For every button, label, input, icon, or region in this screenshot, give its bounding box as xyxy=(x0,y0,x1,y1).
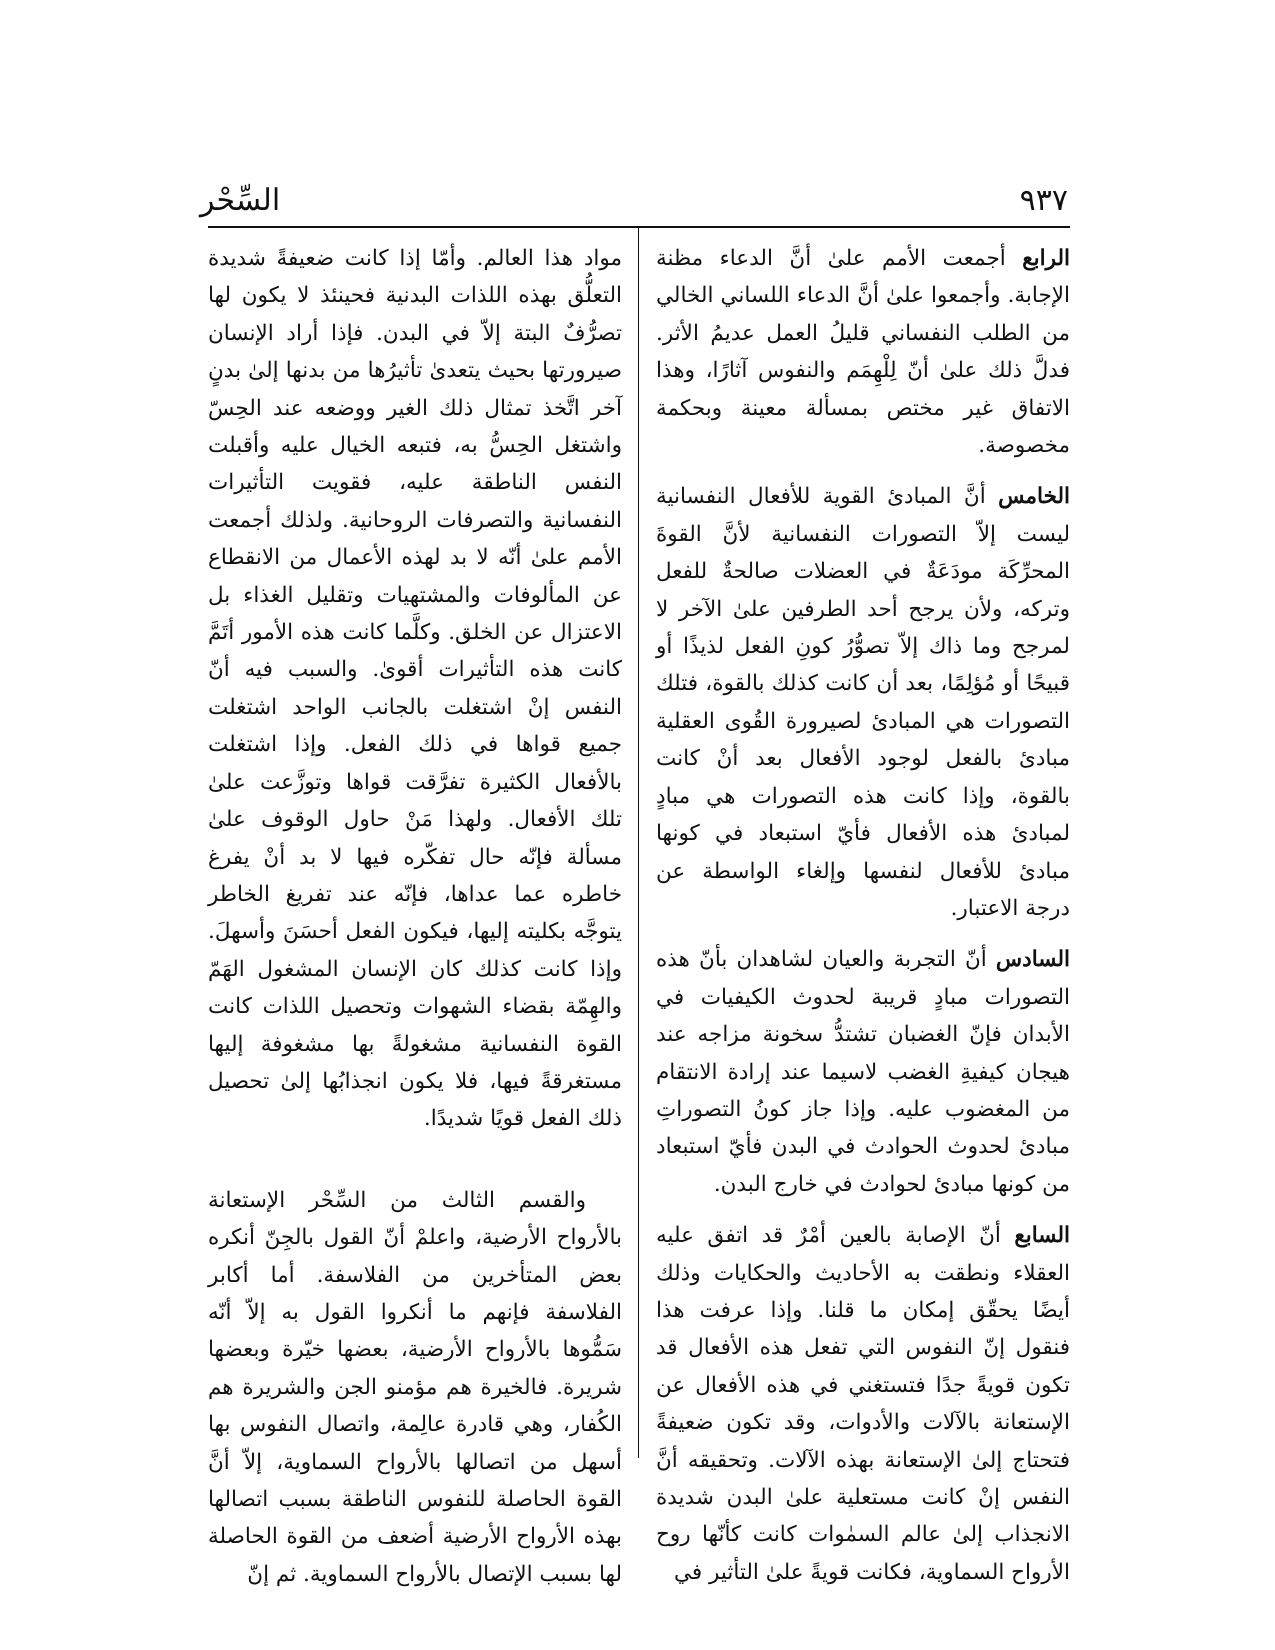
paragraph-seventh xyxy=(656,1217,1070,1591)
paragraph-continuation: مواد هذا العالم. وأمّا إذا كانت ضعيفةً شديدة التعلُّق بهذه اللذات البدنية فحينئذ لا يكون لها تصرُّفٌ البتة إلاّ في البدن. فإذا أراد الإنسان صيرورتها بحيث يتعدىٰ تأثيرُها من بدنها إلىٰ بدنٍ آخر اتَّخذ تمثال ذلك الغير ووضعه عند الحِسّ واشتغل الحِسُّ به، فتبعه الخيال عليه وأقبلت النفس الناطقة عليه، فقويت التأثيرات النفسانية والتصرفات الروحانية. ولذلك أجمعت الأمم علىٰ أنّه لا بد لهذه الأعمال من الانقطاع عن المألوفات والمشتهيات وتقليل الغذاء بل الاعتزال عن الخلق. وكلَّما كانت هذه الأمور أتَمَّ كانت هذه التأثيرات أقوىٰ. والسبب فيه أنّ النفس إنْ اشتغلت بالجانب الواحد اشتغلت جميع قواها في ذلك الفعل. وإذا اشتغلت بالأفعال الكثيرة تفرَّقت قواها وتوزَّعت علىٰ تلك الأفعال. ولهذا مَنْ حاول الوقوف علىٰ مسألة فإنّه حال تفكّره فيها لا بد أنْ يفرغ خاطره عما عداها، فإنّه عند تفريغ الخاطر يتوجَّه بكليته إليها، فيكون الفعل أحسَنَ وأسهلَ. وإذا كانت كذلك كان الإنسان المشغول الهَمّ والهِمّة بقضاء الشهوات وتحصيل اللذات كانت القوة النفسانية مشغولةً بها مشغوفة إليها مستغرقةً فيها، فلا يكون انجذابُها إلىٰ تحصيل ذلك الفعل قويًا شديدًا. xyxy=(208,246,622,1132)
section-heading-fourth: الرابع xyxy=(1022,246,1070,271)
page-number: ٩٣٧ xyxy=(1019,183,1068,218)
section-heading-fifth: الخامس xyxy=(998,484,1070,510)
paragraph-text: أنّ الإصابة بالعين أمْرٌ قد اتفق عليه العقلاء ونطقت به الأحاديث والحكايات وذلك أيضًا يحقّق إمكان ما قلنا. وإذا عرفت هذا فنقول إنّ النفوس التي تفعل هذه الأفعال قد تكون قويةً جدًا فتستغني في هذه الأفعال عن الإستعانة بالآلات والأدوات، وقد تكون ضعيفةً فتحتاج إلىٰ الإستعانة بهذه الآلات. وتحقيقه أنَّ النفس إنْ كانت مستعلية علىٰ البدن شديدة الانجذاب إلىٰ عالم السمٰوات كانت كأنّها روح الأرواح السماوية، فكانت قويةً علىٰ التأثير في xyxy=(656,1223,1070,1585)
header-rule xyxy=(208,226,1070,228)
paragraph-fourth xyxy=(656,240,1070,464)
paragraph-sixth xyxy=(656,941,1070,1203)
paragraph-third-section: والقسم الثالث من السِّحْر الإستعانة بالأرواح الأرضية، واعلمْ أنّ القول بالجِنّ أنكره بعض المتأخرين من الفلاسفة. أما أكابر الفلاسفة فإنهم ما أنكروا القول به إلاّ أنّه سَمُّوها بالأرواح الأرضية، بعضها خيّرة وبعضها شريرة. فالخيرة هم مؤمنو الجن والشريرة هم الكُفار، وهي قادرة عالِمة، واتصال النفوس بها أسهل من اتصالها بالأرواح السماوية، إلاّ أنَّ القوة الحاصلة للنفوس الناطقة بسبب اتصالها بهذه الأرواح الأرضية أضعف من القوة الحاصلة لها بسبب الإتصال بالأرواح السماوية. ثم إنّ xyxy=(208,1187,622,1587)
right-column xyxy=(656,240,1070,1591)
paragraph-text: أجمعت الأمم علىٰ أنَّ الدعاء مظنة الإجابة. وأجمعوا علىٰ أنَّ الدعاء اللساني الخالي من الطلب النفساني قليلُ العمل عديمُ الأثر. فدلَّ ذلك علىٰ أنّ لِلْهِمَم والنفوس آثارًا، وهذا الاتفاق غير مختص بمسألة معينة وبحكمة مخصوصة. xyxy=(656,246,1070,459)
paragraph-text: أنّ التجربة والعيان لشاهدان بأنّ هذه التصورات مبادٍ قريبة لحدوث الكيفيات في الأبدان فإنّ الغضبان تشتدُّ سخونة مزاجه عند هيجان كيفيةِ الغضب لاسيما عند إرادة الانتقام من المغضوب عليه. وإذا جاز كونُ التصوراتِ مبادئ لحدوث الحوادث في البدن فأيّ استبعاد من كونها مبادئ لحوادث في خارج البدن. xyxy=(656,947,1070,1197)
running-title: السِّحْر xyxy=(200,183,281,218)
paragraph-text: أنَّ المبادئ القوية للأفعال النفسانية ليست إلاّ التصورات النفسانية لأنَّ القوةَ المحرِّكَة مودَعَةٌ في العضلات صالحةٌ للفعل وتركه، ولأن يرجح أحد الطرفين علىٰ الآخر لا لمرجح وما ذاك إلاّ تصوُّرُ كونِ الفعل لذيذًا أو قبيحًا أو مُؤلِمًا، بعد أن كانت كذلك بالقوة، فتلك التصورات هي المبادئ لصيرورة القُوى العقلية مبادئ بالفعل لوجود الأفعال بعد أنْ كانت بالقوة، وإذا كانت هذه التصورات هي مبادٍ لمبادئ هذه الأفعال فأيّ استبعاد في كونها مبادئ للأفعال لنفسها وإلغاء الواسطة عن درجة الاعتبار. xyxy=(656,484,1070,921)
paragraph-fifth xyxy=(656,478,1070,927)
left-column xyxy=(208,240,622,1593)
section-heading-sixth: السادس xyxy=(995,947,1070,973)
column-divider xyxy=(638,228,639,1458)
section-heading-seventh: السابع xyxy=(1014,1223,1070,1249)
